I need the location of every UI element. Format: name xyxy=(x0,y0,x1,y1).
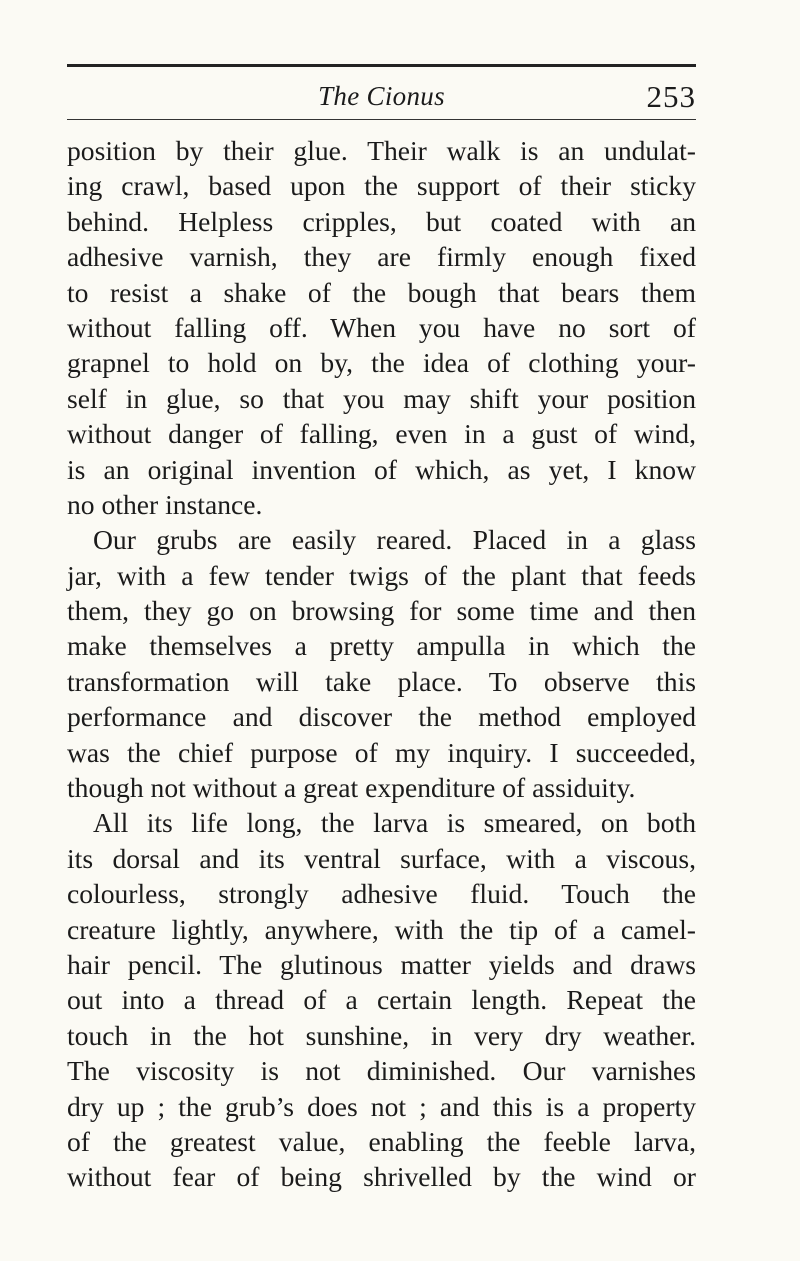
text-line: position by their glue. Their walk is an undulat- xyxy=(67,135,696,166)
text-line: performance and discover the method employed xyxy=(67,701,696,733)
header-bottom-rule xyxy=(67,119,696,120)
text-line: jar, with a few tender twigs of the plant that feeds xyxy=(67,559,696,591)
text-line: out into a thread of a certain length. Repeat the xyxy=(67,984,696,1016)
text-line: transformation will take place. To observe this xyxy=(67,665,696,697)
text-line: no other instance. xyxy=(67,488,263,520)
text-line: its dorsal and its ventral surface, with a viscous, xyxy=(67,842,696,874)
text-line: touch in the hot sunshine, in very dry weather. xyxy=(67,1019,696,1051)
text-line: without fear of being shrivelled by the wind or xyxy=(67,1161,696,1193)
text-line: adhesive varnish, they are firmly enough fixed xyxy=(67,241,696,273)
text-line: self in glue, so that you may shift your position xyxy=(67,382,696,414)
text-line: ing crawl, based upon the support of their sticky xyxy=(67,170,696,202)
body-text xyxy=(67,133,696,1195)
text-line: is an original invention of which, as yet, I know xyxy=(67,453,696,485)
text-line: behind. Helpless cripples, but coated with an xyxy=(67,205,696,237)
text-line: Our grubs are easily reared. Placed in a glass xyxy=(93,524,696,556)
text-line: hair pencil. The glutinous matter yields and draws xyxy=(67,948,696,980)
text-line: grapnel to hold on by, the idea of clothing your- xyxy=(67,347,696,379)
text-line: The viscosity is not diminished. Our varnishes xyxy=(67,1055,696,1087)
text-line: make themselves a pretty ampulla in which the xyxy=(67,630,696,662)
text-line: though not without a great expenditure of assiduity. xyxy=(67,772,636,804)
text-line: them, they go on browsing for some time and then xyxy=(67,595,696,627)
text-line: creature lightly, anywhere, with the tip of a camel- xyxy=(67,913,696,945)
text-line: dry up ; the grub’s does not ; and this is a property xyxy=(67,1090,696,1122)
text-line: of the greatest value, enabling the feeble larva, xyxy=(67,1125,696,1157)
running-title: The Cionus xyxy=(318,81,445,111)
page-number: 253 xyxy=(646,79,696,114)
text-line: All its life long, the larva is smeared, on both xyxy=(93,807,696,839)
book-page xyxy=(67,64,696,1195)
text-line: without danger of falling, even in a gust of wind, xyxy=(67,418,696,450)
text-line: colourless, strongly adhesive fluid. Touch the xyxy=(67,878,696,910)
text-line: to resist a shake of the bough that bears them xyxy=(67,276,696,308)
text-line: without falling off. When you have no sort of xyxy=(67,311,696,343)
page-header xyxy=(67,67,696,119)
text-line: was the chief purpose of my inquiry. I succeeded, xyxy=(67,736,696,768)
